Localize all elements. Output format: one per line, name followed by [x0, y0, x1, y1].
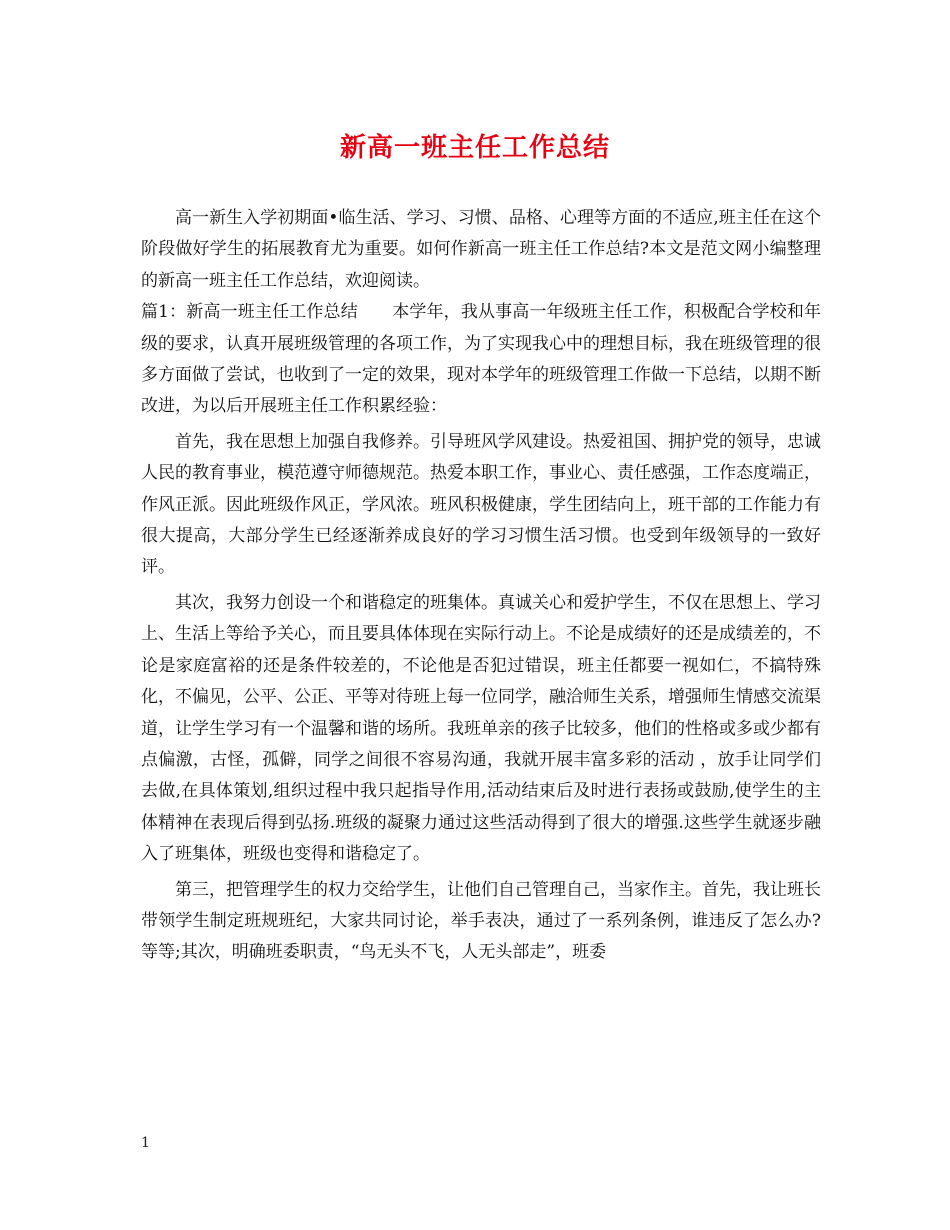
intro-paragraph: 高一新生入学初期面•临生活、学习、习惯、品格、心理等方面的不适应,班主任在这个阶段做好学生的拓展教育尤为重要。如何作新高一班主任工作总结?本文是范文网小编整理的新高一班主任工作总结，欢迎阅读。	[141, 208, 821, 291]
first-point-paragraph: 首先，我在思想上加强自我修养。引导班风学风建设。热爱祖国、拥护党的领导，忠诚人民的教育事业，模范遵守师德规范。热爱本职工作，事业心、责任感强，工作态度端正，作风正派。因此班级作风正，学风浓。班风积极健康，学生团结向上，班干部的工作能力有很大提高，大部分学生已经逐渐养成良好的学习习惯生活习惯。也受到年级领导的一致好评。	[141, 431, 821, 578]
document-title: 新高一班主任工作总结	[339, 133, 610, 163]
third-point-paragraph: 第三，把管理学生的权力交给学生，让他们自己管理自己，当家作主。首先，我让班长带领学生制定班规班纪，大家共同讨论，举手表决，通过了一系列条例，谁违反了怎么办?等等;其次，明确班委职责，“鸟无头不飞，人无头部走”，班委	[141, 879, 821, 963]
second-point-paragraph: 其次，我努力创设一个和谐稳定的班集体。真诚关心和爱护学生，不仅在思想上、学习上、生活上等给予关心，而且要具体体现在实际行动上。不论是成绩好的还是成绩差的，不论是家庭富裕的还是条件较差的，不论他是否犯过错误，班主任都要一视如仁，不搞特殊化，不偏见，公平、公正、平等对待班上每一位同学，融洽师生关系，增强师生情感交流渠道，让学生学习有一个温馨和谐的场所。我班单亲的孩子比较多，他们的性格或多或少都有点偏激，古怪，孤僻，同学之间很不容易沟通，我就开展丰富多彩的活动 ，放手让同学们去做,在具体策划,组织过程中我只起指导作用,活动结束后及时进行表扬或鼓励,使学生的主体精神在表现后得到弘扬.班级的凝聚力通过这些活动得到了很大的增强.这些学生就逐步融入了班集体，班级也变得和谐稳定了。	[141, 592, 821, 865]
page-number: 1	[141, 1135, 150, 1151]
section-1-paragraph: 篇1：新高一班主任工作总结 本学年，我从事高一年级班主任工作，积极配合学校和年级的要求，认真开展班级管理的各项工作，为了实现我心中的理想目标，我在班级管理的很多方面做了尝试，也收到了一定的效果，现对本学年的班级管理工作做一下总结，以期不断改进，为以后开展班主任工作积累经验：	[141, 302, 821, 417]
document-body	[141, 203, 821, 969]
